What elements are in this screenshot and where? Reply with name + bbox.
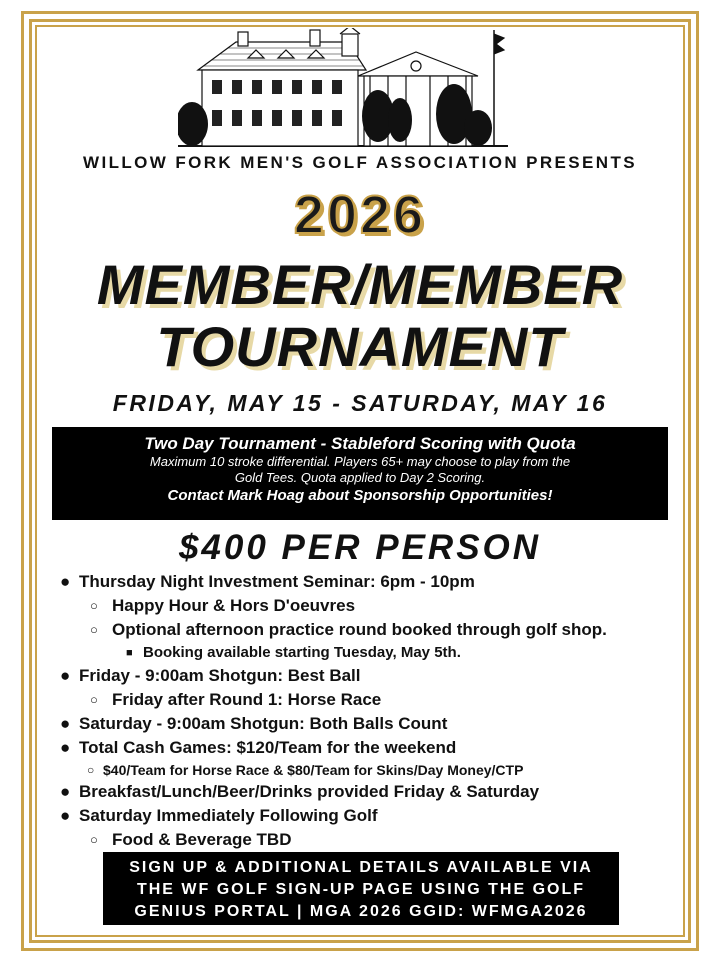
bullet-icon: ● [60, 572, 71, 591]
bullet-icon: ● [60, 738, 71, 757]
list-item: ○ $40/Team for Horse Race & $80/Team for Skins/Day Money/CTP [87, 762, 524, 778]
list-item: ● Saturday Immediately Following Golf [60, 804, 680, 828]
schedule-list [60, 570, 680, 852]
list-item: ○ Happy Hour & Hors D'oeuvres [60, 594, 680, 618]
signup-line-1: SIGN UP & ADDITIONAL DETAILS AVAILABLE VIA [129, 859, 593, 876]
presenter-line: WILLOW FORK MEN'S GOLF ASSOCIATION PRESENTS [83, 153, 637, 172]
title-line-1: MEMBER/MEMBER [96, 253, 624, 316]
square-bullet-icon: ■ [126, 647, 133, 659]
clubhouse-illustration [178, 28, 508, 152]
signup-line-3: GENIUS PORTAL | MGA 2026 GGID: WFMGA2026 [134, 903, 588, 920]
circle-bullet-icon: ○ [90, 598, 98, 613]
info-box-title: Two Day Tournament - Stableford Scoring with Quota [144, 434, 576, 453]
signup-line-2: THE WF GOLF SIGN-UP PAGE USING THE GOLF [136, 881, 586, 898]
list-item: ■ Booking available starting Tuesday, May 5th. [60, 642, 680, 664]
bullet-icon: ● [60, 666, 71, 685]
list-item: ● Saturday - 9:00am Shotgun: Both Balls Count [60, 712, 680, 736]
event-dates: FRIDAY, MAY 15 - SATURDAY, MAY 16 [112, 390, 608, 416]
circle-bullet-icon: ○ [90, 692, 98, 707]
signup-box [103, 852, 619, 925]
list-item: ○ Food & Beverage TBD [60, 828, 680, 852]
bullet-icon: ● [60, 806, 71, 825]
list-item: ● Thursday Night Investment Seminar: 6pm - 10pm [60, 570, 680, 594]
title-line-2: TOURNAMENT [156, 315, 564, 378]
price: $400 PER PERSON [178, 528, 542, 567]
circle-bullet-icon: ○ [87, 763, 95, 777]
event-year: 2026 [293, 185, 427, 245]
tournament-info-box [52, 427, 668, 520]
info-box-contact: Contact Mark Hoag about Sponsorship Opportunities! [167, 487, 553, 504]
list-item: ● Friday - 9:00am Shotgun: Best Ball [60, 664, 680, 688]
list-item: ○ Optional afternoon practice round booked through golf shop. [60, 618, 680, 642]
bullet-icon: ● [60, 714, 71, 733]
info-box-body: Maximum 10 stroke differential. Players 65+ may choose to play from the Gold Tees. Quota applied to Day 2 Scoring. [149, 454, 571, 485]
bullet-icon: ● [60, 782, 71, 801]
circle-bullet-icon: ○ [90, 622, 98, 637]
list-item: ● Breakfast/Lunch/Beer/Drinks provided Friday & Saturday [60, 780, 680, 804]
list-item: ○ Friday after Round 1: Horse Race [60, 688, 680, 712]
list-item: ● Total Cash Games: $120/Team for the weekend [60, 736, 680, 760]
circle-bullet-icon: ○ [90, 832, 98, 847]
